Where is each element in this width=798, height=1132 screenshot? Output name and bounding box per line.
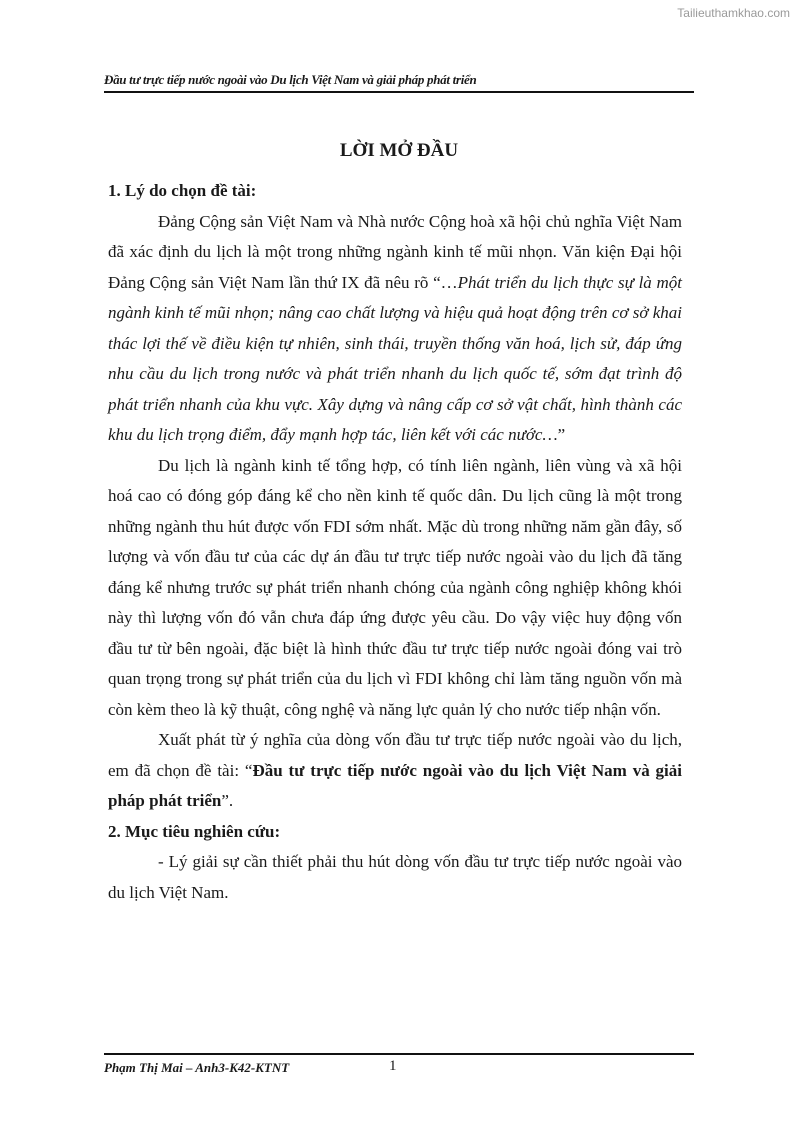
footer-author: Phạm Thị Mai – Anh3-K42-KTNT <box>104 1060 290 1075</box>
paragraph-3-text: Xuất phát từ ý nghĩa của dòng vốn đầu tư trực tiếp nước ngoài vào du lịch, em đã chọn đề tài: “ <box>108 730 682 780</box>
paragraph-4: - Lý giải sự cần thiết phải thu hút dòng vốn đầu tư trực tiếp nước ngoài vào du lịch Việt Nam. <box>108 852 682 902</box>
paragraph-1 <box>108 207 682 451</box>
paragraph-3 <box>108 725 682 817</box>
running-header: Đầu tư trực tiếp nước ngoài vào Du lịch Việt Nam và giải pháp phát triển <box>104 72 477 87</box>
footer-rule <box>104 1053 694 1055</box>
watermark: Tailieuthamkhao.com <box>677 6 790 20</box>
header-rule <box>104 91 694 93</box>
section-heading-2: 2. Mục tiêu nghiên cứu: <box>108 821 281 841</box>
document-title: LỜI MỞ ĐẦU <box>339 140 459 161</box>
paragraph-1-text: Đảng Cộng sản Việt Nam và Nhà nước Cộng hoà xã hội chủ nghĩa Việt Nam đã xác định du lịch là một trong những ngành kinh tế mũi nhọn. Văn kiện Đại hội Đảng Cộng sản Việt Nam lần thứ IX đã nêu rõ “… <box>108 211 682 292</box>
document-body <box>108 176 682 908</box>
paragraph-1-close: ” <box>557 425 566 444</box>
paragraph-3-close: ”. <box>221 791 234 810</box>
paragraph-3-topic: Đầu tư trực tiếp nước ngoài vào du lịch Việt Nam và giải pháp phát triển <box>108 760 683 810</box>
paragraph-1-quote: Phát triển du lịch thực sự là một ngành kinh tế mũi nhọn; nâng cao chất lượng và hiệu quả hoạt động trên cơ sở khai thác lợi thế về điều kiện tự nhiên, sinh thái, truyền thống văn hoá, lịch sử, đáp ứng nhu cầu du lịch trong nước và phát triển nhanh du lịch quốc tế, sớm đạt trình độ phát triển nhanh của khu vực. Xây dựng và nâng cấp cơ sở vật chất, hình thành các khu du lịch trọng điểm, đẩy mạnh hợp tác, liên kết với các nước… <box>108 272 683 444</box>
paragraph-2: Du lịch là ngành kinh tế tổng hợp, có tính liên ngành, liên vùng và xã hội hoá cao có đóng góp đáng kể cho nền kinh tế quốc dân. Du lịch cũng là một trong những ngành thu hút được vốn FDI sớm nhất. Mặc dù trong những năm gần đây, số lượng và vốn đầu tư của các dự án đầu tư trực tiếp nước ngoài vào du lịch đã tăng đáng kể nhưng trước sự phát triển nhanh chóng của ngành công nghiệp không khói này thì lượng vốn đó vẫn chưa đáp ứng được yêu cầu. Do vậy việc huy động vốn đầu tư từ bên ngoài, đặc biệt là hình thức đầu tư trực tiếp nước ngoài đóng vai trò quan trọng trong sự phát triển của du lịch vì FDI không chỉ làm tăng nguồn vốn mà còn kèm theo là kỹ thuật, công nghệ và năng lực quản lý cho nước tiếp nhận vốn. <box>108 455 682 719</box>
section-heading-1: 1. Lý do chọn đề tài: <box>108 181 257 200</box>
page-number: 1 <box>389 1058 397 1074</box>
